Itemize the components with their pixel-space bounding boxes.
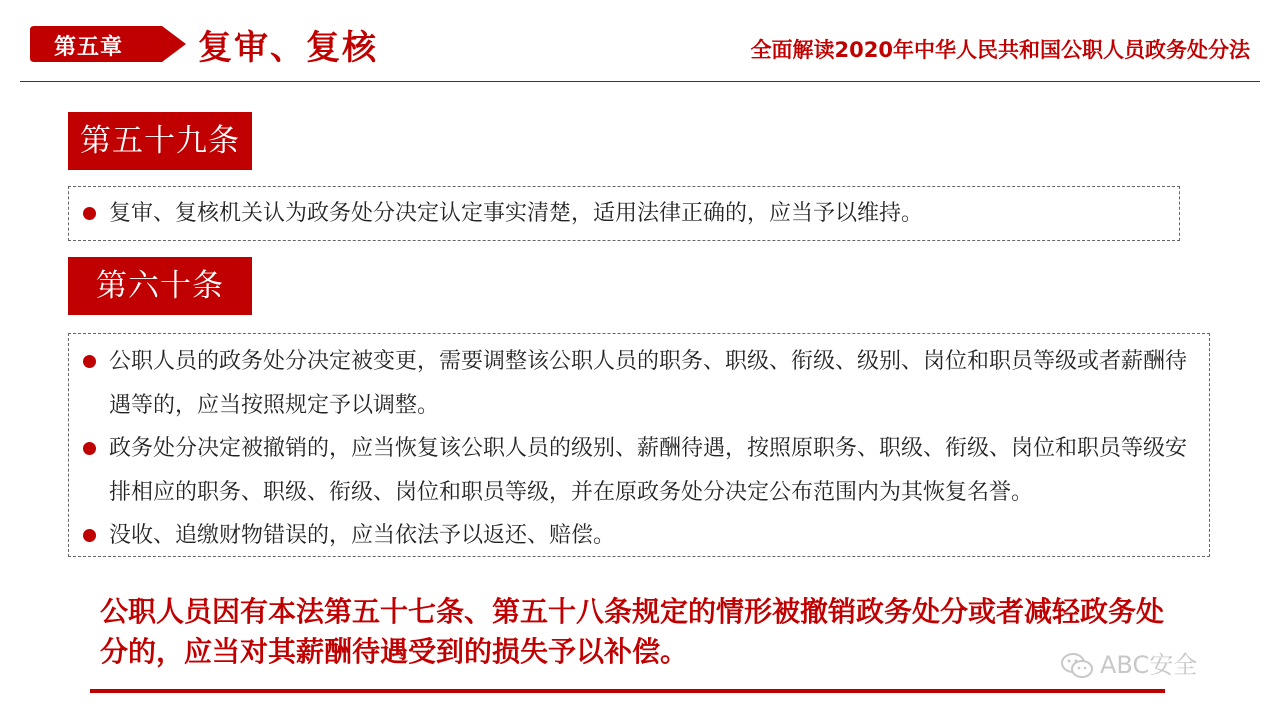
chapter-tag-label: 第五章 bbox=[54, 35, 124, 60]
chapter-tag bbox=[28, 24, 188, 64]
document-title: 全面解读2020年中华人民共和国公职人员政务处分法 bbox=[750, 38, 1250, 62]
bullet-icon bbox=[83, 355, 96, 368]
article-60-box bbox=[68, 333, 1210, 557]
watermark bbox=[1060, 645, 1197, 680]
chapter-title: 复审、复核 bbox=[198, 28, 378, 68]
article-60-item-2: 政务处分决定被撤销的，应当恢复该公职人员的级别、薪酬待遇，按照原职务、职级、衔级、岗位和职员等级安排相应的职务、职级、衔级、岗位和职员等级，并在原政务处分决定公布范围内为其恢复名誉。 bbox=[109, 436, 1188, 505]
bullet-icon bbox=[83, 442, 96, 455]
article-60-item-1: 公职人员的政务处分决定被变更，需要调整该公职人员的职务、职级、衔级、级别、岗位和职员等级或者薪酬待遇等的，应当按照规定予以调整。 bbox=[109, 349, 1188, 418]
wechat-icon bbox=[1060, 652, 1094, 680]
article-60-item-3: 没收、追缴财物错误的，应当依法予以返还、赔偿。 bbox=[109, 523, 616, 548]
article-59-label: 第五十九条 bbox=[68, 112, 252, 170]
bullet-icon bbox=[83, 529, 96, 542]
article-59-item-1: 复审、复核机关认为政务处分决定认定事实清楚，适用法律正确的，应当予以维持。 bbox=[109, 201, 924, 226]
watermark-label: ABC安全 bbox=[1100, 651, 1198, 679]
conclusion-text: 公职人员因有本法第五十七条、第五十八条规定的情形被撤销政务处分或者减轻政务处分的，应当对其薪酬待遇受到的损失予以补偿。 bbox=[100, 595, 1165, 668]
article-60-label: 第六十条 bbox=[68, 257, 252, 315]
bottom-divider bbox=[90, 689, 1165, 693]
header-divider bbox=[20, 81, 1260, 82]
article-59-box bbox=[68, 186, 1180, 241]
bullet-icon bbox=[83, 207, 96, 220]
